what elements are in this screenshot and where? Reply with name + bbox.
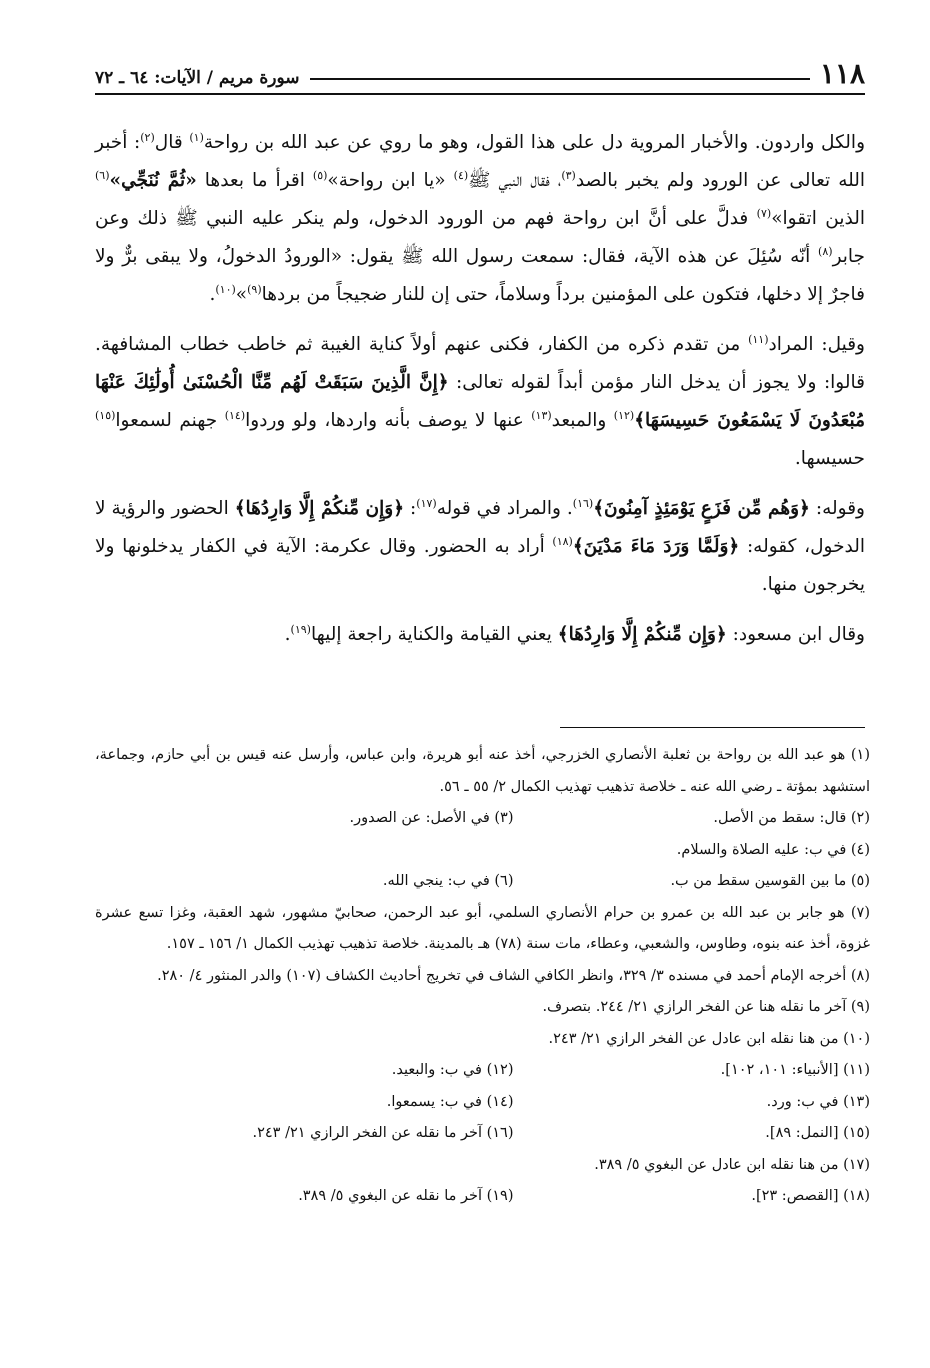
text-run: حسيسها. [794,448,865,469]
footnote-5: (٥) ما بين القوسين سقط من ب. [670,873,870,889]
quran-verse: ﴿وَلَمَّا وَرَدَ مَاءَ مَدْيَنَ﴾ [572,536,740,557]
text-run: : [404,498,417,519]
footnote-6: (٦) في ب: ينجي الله. [382,873,514,889]
text-run: قال [154,132,190,153]
page-number: ١١٨ [819,57,865,90]
quran-verse: «ثُمَّ نُنَجِّي» [109,170,197,191]
footnote-ref: (١٢) [613,408,635,422]
footnote-ref: (١١) [748,332,769,346]
text-run: وقيل: المراد [768,334,865,355]
text-run: عنها لا يوصف بأنه واردها، ولو وردوا [245,410,532,431]
quran-verse: ﴿وَإِن مِّنكُمْ إِلَّا وَارِدُهَا﴾ [234,498,405,519]
footnote-ref: (١٠) [215,282,236,296]
footnote-row [95,866,870,898]
footnote-ref: (٥) [312,168,328,182]
footnote-10: (١٠) من هنا نقله ابن عادل عن الفخر الرازي ٢١/ ٢٤٣. [548,1030,870,1047]
text-run: أراد به الحضور. وقال عكرمة: الآية في الكفار يدخلونها ولا يخرجون منها. [95,536,865,595]
chapter-title: سورة مريم / الآيات: ٦٤ ـ ٧٢ [95,68,300,88]
footnote-12: (١٢) في ب: والبعيد. [391,1062,514,1078]
footnote-9: (٩) آخر ما نقله هنا عن الفخر الرازي ٢١/ ٢٤٤. بتصرف. [542,999,870,1015]
footnote-row [95,1055,870,1087]
main-text [95,124,865,666]
text-run: أنّه سُئِلَ عن هذه الآية، فقال: سمعت رسول الله ﷺ يقول: «الورودُ الدخولُ، ولا يبقى برٌّ ولا فاجرٌ إلا دخلها، فتكون على المؤمنين برداً وسلاماً، حتى إن للنار ضجيجاً من بردها [95,246,865,305]
paragraph-3 [95,490,865,604]
footnote-2: (٢) قال: سقط من الأصل. [713,810,870,826]
footnote-1: (١) هو عبد الله بن رواحة بن ثعلبة الأنصاري الخزرجي، أخذ عنه أبو هريرة، وابن عباس، وأرسل عنه قيس بن أبي حازم، وجماعة، استشهد بمؤتة ـ رضي الله عنه ـ خلاصة تذهيب تهذيب الكمال ٢/ ٥٥ ـ ٥٦. [95,747,870,795]
footnote-ref: (١٨) [552,534,573,548]
footnote-7: (٧) هو جابر بن عبد الله بن عمرو بن حرام الأنصاري السلمي، أبو عبد الرحمن، صحابيّ مشهور، شهد العقبة، وغزا تسع عشرة غزوة، أخذ عنه بنوه، وطاوس، والشعبي، وعطاء، مات سنة (٧٨) هـ بالمدينة. خلاصة تذهيب تهذيب الكمال ١/ ١٥٦ ـ ١٥٧. [95,904,870,952]
footnote-row [95,1118,870,1150]
footnote-ref: (٦) [95,168,110,182]
header-divider [95,93,865,95]
text-run: جهنم لسمعوا [115,410,225,431]
footnote-14: (١٤) في ب: يسمعوا. [386,1093,514,1110]
footnote-ref: (١٣) [531,408,552,422]
text-run: «يا ابن رواحة» [327,170,454,191]
text-run: » [235,284,248,305]
text-run: وقوله: [809,498,865,519]
footnote-19: (١٩) آخر ما نقله عن البغوي ٥/ ٣٨٩. [298,1188,514,1204]
footnote-ref: (٨) [818,244,833,258]
footnote-ref: (٩) [247,282,262,296]
footnote-ref: (١) [189,130,204,144]
footnote-row [95,803,870,835]
footnote-divider [560,727,865,728]
text-run: من تقدم ذكره من الكفار، فكنى عنهم أولاً كناية الغيبة ثم خاطب خطاب المشافهة. قالوا: ولا يجوز أن يدخل النار مؤمن أبداً لقوله تعالى: [95,334,865,393]
paragraph-1 [95,124,865,314]
footnote-ref: (٢) [140,130,155,144]
footnote-18: (١٨) [القصص: ٢٣]. [751,1188,870,1204]
text-run: يعني القيامة والكناية راجعة إليها [310,624,558,645]
paragraph-2 [95,326,865,478]
footnote-3: (٣) في الأصل: عن الصدور. [349,810,514,826]
text-run: . والمراد في قوله [436,498,573,519]
text-run: فدلَّ على أنَّ ابن رواحة فهم من الورود الدخول، ولم ينكر عليه النبي ﷺ ذلك وعن جابر [95,208,865,267]
text-run: والمبعد [551,410,614,431]
footnote-ref: (٣) [561,168,576,182]
footnote-row [95,1087,870,1119]
paragraph-4 [95,616,865,654]
footnote-15: (١٥) [النمل: ٨٩]. [765,1125,870,1141]
page-header [95,52,865,92]
text-run: . [284,624,291,645]
header-rule [310,78,810,80]
footnote-ref: (٧) [756,206,772,220]
footnote-11: (١١) [الأنبياء: ١٠١، ١٠٢]. [720,1062,870,1078]
footnote-13: (١٣) في ب: ورد. [766,1093,870,1110]
footnote-ref: (١٧) [416,496,437,510]
text-run: وقال ابن مسعود: [726,624,865,645]
quran-verse: ﴿إِنَّ الَّذِينَ سَبَقَتْ لَهُم مِّنَّا الْحُسْنَىٰ أُولَٰئِكَ عَنْهَا مُبْعَدُونَ لَا يَسْمَعُونَ حَسِيسَهَا﴾ [95,372,865,431]
footnote-ref: (١٩) [290,622,311,636]
footnote-17: (١٧) من هنا نقله ابن عادل عن البغوي ٥/ ٣٨٩. [594,1156,870,1173]
text-run: ، فقال النبي ﷺ [468,170,562,191]
footnote-16: (١٦) آخر ما نقله عن الفخر الرازي ٢١/ ٢٤٣. [252,1125,514,1141]
text-run: الذين اتقوا» [771,208,865,229]
text-run: والكل واردون. والأخبار المروية دل على هذا القول، وهو ما روي عن عبد الله بن رواحة [203,132,865,153]
footnote-8: (٨) أخرجه الإمام أحمد في مسنده ٣/ ٣٢٩، وانظر الكافي الشاف في تخريج أحاديث الكشاف (١٠٧) والدر المنثور ٤/ ٢٨٠. [157,967,870,984]
footnote-4: (٤) في ب: عليه الصلاة والسلام. [676,841,870,858]
footnote-ref: (١٤) [224,408,246,422]
footnote-ref: (١٥) [95,408,116,422]
quran-verse: ﴿وَهُم مِّن فَزَعٍ يَوْمَئِذٍ آمِنُونَ﴾ [593,498,810,519]
text-run: : أخبر الله تعالى عن الورود ولم يخبر بالصد [95,132,866,191]
quran-verse: ﴿وَإِن مِّنكُمْ إِلَّا وَارِدُهَا﴾ [557,624,727,645]
footnote-row [95,1181,870,1213]
text-run: الحضور والرؤية لا الدخول، كقوله: [95,498,866,557]
footnotes [95,740,870,1213]
text-run: اقرأ ما بعدها [196,170,313,191]
footnote-ref: (٤) [453,168,469,182]
footnote-ref: (١٦) [572,496,594,510]
text-run: . [209,284,216,305]
